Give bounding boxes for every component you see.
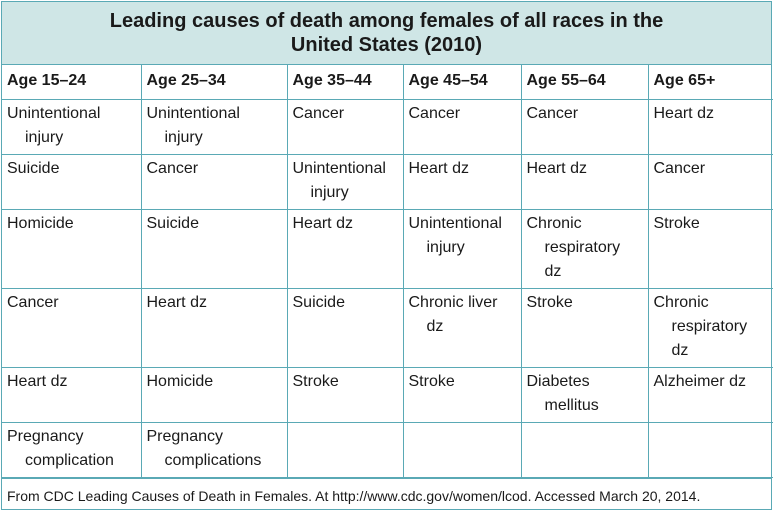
cell-text-line: dz [671,342,689,359]
cell-text-line: Diabetes [526,373,590,390]
table-cell [141,210,287,289]
cell-text-line: mellitus [544,397,599,414]
table-cell [2,423,141,478]
table-cell [287,368,403,423]
cell-text-line: Heart dz [408,160,469,177]
cell-text-line: Heart dz [653,105,714,122]
table-cell [521,289,648,368]
cell-text-line: Unintentional [292,160,386,177]
cell-text-line: Suicide [292,294,345,311]
table-cell [403,289,521,368]
table-cell [403,100,521,155]
cell-text-line: respiratory [671,318,748,335]
cell-text-line: Chronic liver [408,294,498,311]
cell-text-line: injury [426,239,465,256]
table-cell [648,368,773,423]
table-row [2,368,773,423]
cell-text-line: Cancer [653,160,706,177]
table-title-bar [2,2,771,65]
table-cell [648,100,773,155]
table-cell [521,155,648,210]
table-cell [403,155,521,210]
column-header: Age 45–54 [403,65,521,100]
column-header: Age 65+ [648,65,773,100]
table-cell [141,289,287,368]
table-cell [403,423,521,478]
table-cell [287,289,403,368]
cell-text-line: Pregnancy [7,428,84,445]
cell-text-line: respiratory [544,239,621,256]
table-title: Leading causes of death among females of all races in the United States (2010) [109,10,664,56]
table-cell [403,368,521,423]
cell-text-line: Homicide [146,373,214,390]
cell-text-line: Heart dz [7,373,68,390]
table-frame [1,1,772,510]
table-cell [2,368,141,423]
table-cell [2,155,141,210]
table-cell [287,423,403,478]
cell-text-line: Unintentional [7,105,101,122]
table-cell [287,210,403,289]
table-cell [648,155,773,210]
cell-text-line: Cancer [408,105,461,122]
table-cell [2,289,141,368]
cell-text-line: dz [544,263,562,280]
cell-text-line: dz [426,318,444,335]
cell-text-line: Heart dz [292,215,353,232]
cell-text-line: Cancer [7,294,59,311]
cell-text-line: injury [164,129,203,146]
table-row [2,210,773,289]
cell-text-line: Suicide [7,160,60,177]
table-cell [287,155,403,210]
cell-text-line: Stroke [292,373,339,390]
table-row [2,155,773,210]
table-cell [2,210,141,289]
cell-text-line: Heart dz [146,294,207,311]
table-cell [648,423,773,478]
cell-text-line: injury [25,129,64,146]
table-cell [2,100,141,155]
cell-text-line: complication [25,452,114,469]
table-cell [648,210,773,289]
causes-of-death-table [2,65,773,478]
cell-text-line: complications [164,452,262,469]
table-cell [648,289,773,368]
cell-text-line: Chronic [653,294,709,311]
table-cell [521,423,648,478]
cell-text-line: Unintentional [408,215,502,232]
cell-text-line: injury [310,184,349,201]
table-cell [287,100,403,155]
table-row [2,423,773,478]
cell-text-line: Cancer [526,105,579,122]
table-cell [521,100,648,155]
table-cell [141,100,287,155]
table-cell [403,210,521,289]
cell-text-line: Suicide [146,215,199,232]
table-cell [141,423,287,478]
table-cell [141,155,287,210]
column-header: Age 15–24 [2,65,141,100]
table-row [2,289,773,368]
cell-text-line: Cancer [292,105,345,122]
header-row [2,65,773,100]
source-note: From CDC Leading Causes of Death in Females. At http://www.cdc.gov/women/lcod. Accessed March 20, 2014. [2,478,771,505]
cell-text-line: Stroke [408,373,455,390]
cell-text-line: Chronic [526,215,582,232]
cell-text-line: Stroke [653,215,700,232]
cell-text-line: Heart dz [526,160,587,177]
cell-text-line: Homicide [7,215,74,232]
cell-text-line: Alzheimer dz [653,373,746,390]
column-header: Age 55–64 [521,65,648,100]
cell-text-line: Stroke [526,294,573,311]
cell-text-line: Pregnancy [146,428,223,445]
table-cell [141,368,287,423]
table-cell [521,210,648,289]
table-row [2,100,773,155]
cell-text-line: Cancer [146,160,199,177]
cell-text-line: Unintentional [146,105,240,122]
table-cell [521,368,648,423]
column-header: Age 35–44 [287,65,403,100]
column-header: Age 25–34 [141,65,287,100]
